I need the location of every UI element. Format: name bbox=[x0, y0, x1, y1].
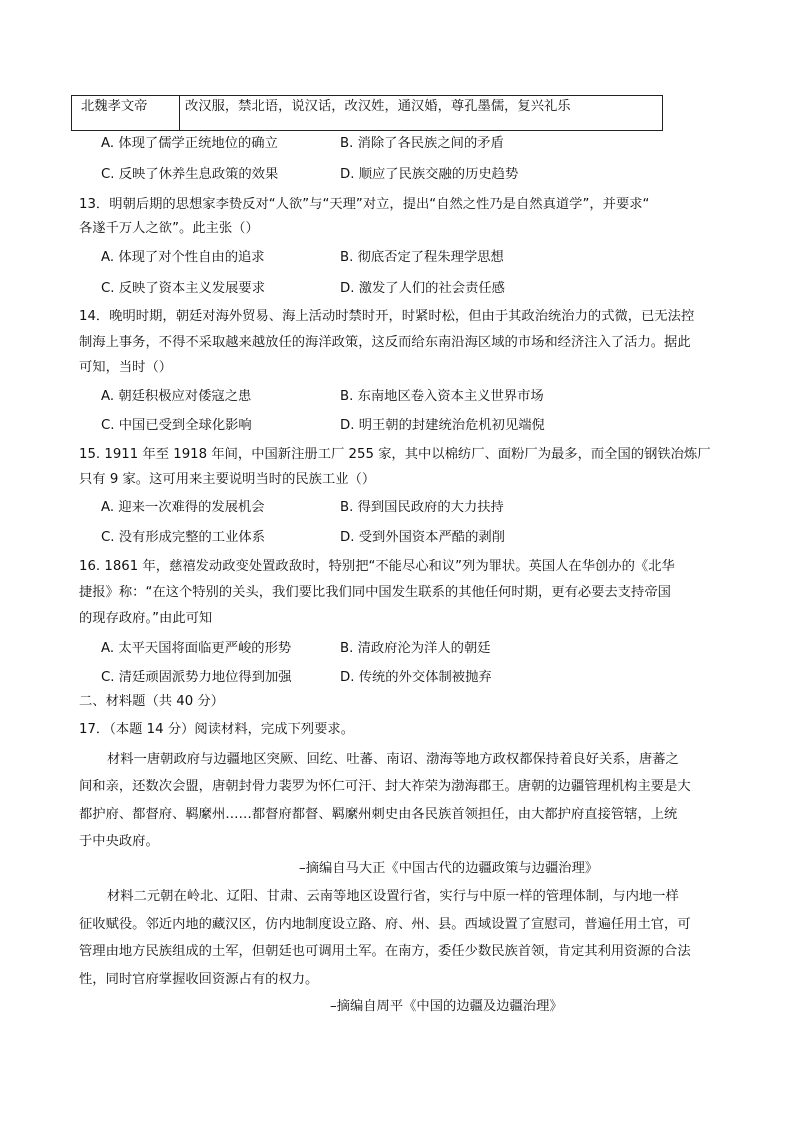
q15-option-d: D. 受到外国资本严酷的剥削 bbox=[340, 530, 505, 545]
material-2-source: –摘编自周平《中国的边疆及边疆治理》 bbox=[330, 999, 563, 1014]
q13-option-d: D. 激发了人们的社会责任感 bbox=[340, 281, 505, 296]
q16-option-b: B. 清政府沦为洋人的朝廷 bbox=[340, 641, 491, 656]
q13-option-a: A. 体现了对个性自由的追求 bbox=[101, 250, 265, 265]
q12-option-a: A. 体现了儒学正统地位的确立 bbox=[101, 136, 278, 151]
q15-stem-line2: 只有 9 家。这可用来主要说明当时的民族工业（） bbox=[79, 472, 376, 487]
q15-option-b: B. 得到国民政府的大力扶持 bbox=[340, 500, 504, 515]
material-2-line1: 材料二元朝在岭北、辽阳、甘肃、云南等地区设置行省，实行与中原一样的管理体制，与内地一样 bbox=[107, 889, 679, 904]
table-divider bbox=[179, 96, 180, 130]
material-2-line2: 征收赋役。邻近内地的藏汉区，仿内地制度设立路、府、州、县。西域设置了宣慰司，普遍任用土官，可 bbox=[79, 917, 691, 932]
q12-option-c: C. 反映了休养生息政策的效果 bbox=[101, 167, 279, 182]
q14-stem-line1: 14．晚明时期，朝廷对海外贸易、海上活动时禁时开，时紧时松，但由于其政治统治力的式微，已无法控 bbox=[79, 309, 695, 324]
q16-stem-line3: 的现存政府。”由此可知 bbox=[79, 611, 213, 626]
material-1-line3: 都护府、都督府、羁縻州……都督府都督、羁縻州刺史由各民族首领担任，由大都护府直接管辖，上统 bbox=[79, 807, 678, 822]
q14-option-b: B. 东南地区卷入资本主义世界市场 bbox=[340, 389, 544, 404]
section-title: 二、材料题（共 40 分） bbox=[79, 694, 225, 709]
policy-table bbox=[71, 95, 663, 131]
q15-option-c: C. 没有形成完整的工业体系 bbox=[101, 530, 266, 545]
material-1-source: –摘编自马大正《中国古代的边疆政策与边疆治理》 bbox=[299, 861, 599, 876]
q13-option-c: C. 反映了资本主义发展要求 bbox=[101, 281, 266, 296]
material-1-line2: 间和亲，还数次会盟，唐朝封骨力裴罗为怀仁可汗、封大祚荣为渤海郡王。唐朝的边疆管理机构主要是大 bbox=[79, 779, 691, 794]
q16-option-a: A. 太平天国将面临更严峻的形势 bbox=[101, 641, 292, 656]
q13-stem-line1: 13．明朝后期的思想家李贽反对“人欲”与“天理”对立，提出“自然之性乃是自然真道学”，并要求“ bbox=[79, 197, 650, 212]
q16-option-c: C. 清廷顽固派势力地位得到加强 bbox=[101, 670, 292, 685]
q13-stem-line2: 各遂千万人之欲”。此主张（） bbox=[79, 221, 259, 236]
q14-stem-line2: 制海上事务，不得不采取越来越放任的海洋政策，这反而给东南沿海区域的市场和经济注入了活力。据此 bbox=[79, 335, 691, 350]
q14-option-c: C. 中国已受到全球化影响 bbox=[101, 418, 252, 433]
material-2-line3: 管理由地方民族组成的土军，但朝廷也可调用土军。在南方，委任少数民族首领，肯定其利用资源的合法 bbox=[79, 944, 691, 959]
table-cell-ruler: 北魏孝文帝 bbox=[81, 99, 148, 114]
q17-stem: 17．（本题 14 分）阅读材料，完成下列要求。 bbox=[79, 722, 354, 737]
q14-option-d: D. 明王朝的封建统治危机初见端倪 bbox=[340, 418, 545, 433]
q12-option-b: B. 消除了各民族之间的矛盾 bbox=[340, 136, 504, 151]
q15-option-a: A. 迎来一次难得的发展机会 bbox=[101, 500, 265, 515]
material-2-line4: 性，同时官府掌握收回资源占有的权力。 bbox=[79, 972, 319, 987]
q15-stem-line1: 15. 1911 年至 1918 年间，中国新注册工厂 255 家，其中以棉纺厂、面粉厂为最多，而全国的钢铁冶炼厂 bbox=[79, 447, 711, 462]
material-1-line1: 材料一唐朝政府与边疆地区突厥、回纥、吐蕃、南诏、渤海等地方政权都保持着良好关系，唐蕃之 bbox=[107, 752, 679, 767]
q12-option-d: D. 顺应了民族交融的历史趋势 bbox=[340, 167, 519, 182]
material-1-line4: 于中央政府。 bbox=[79, 834, 159, 849]
q16-stem-line1: 16. 1861 年，慈禧发动政变处置政敌时，特别把“不能尽心和议”列为罪状。英国人在华创办的《北华 bbox=[79, 559, 675, 574]
table-cell-measures: 改汉服，禁北语，说汉话，改汉姓，通汉婚，尊孔墨儒，复兴礼乐 bbox=[185, 99, 571, 114]
q16-stem-line2: 捷报》称：“在这个特别的关头，我们要比我们同中国发生联系的其他任何时期，更有必要去支持帝国 bbox=[79, 585, 671, 600]
q14-option-a: A. 朝廷积极应对倭寇之患 bbox=[101, 389, 252, 404]
q13-option-b: B. 彻底否定了程朱理学思想 bbox=[340, 250, 504, 265]
q16-option-d: D. 传统的外交体制被抛弃 bbox=[340, 670, 492, 685]
q14-stem-line3: 可知，当时（） bbox=[79, 360, 173, 375]
